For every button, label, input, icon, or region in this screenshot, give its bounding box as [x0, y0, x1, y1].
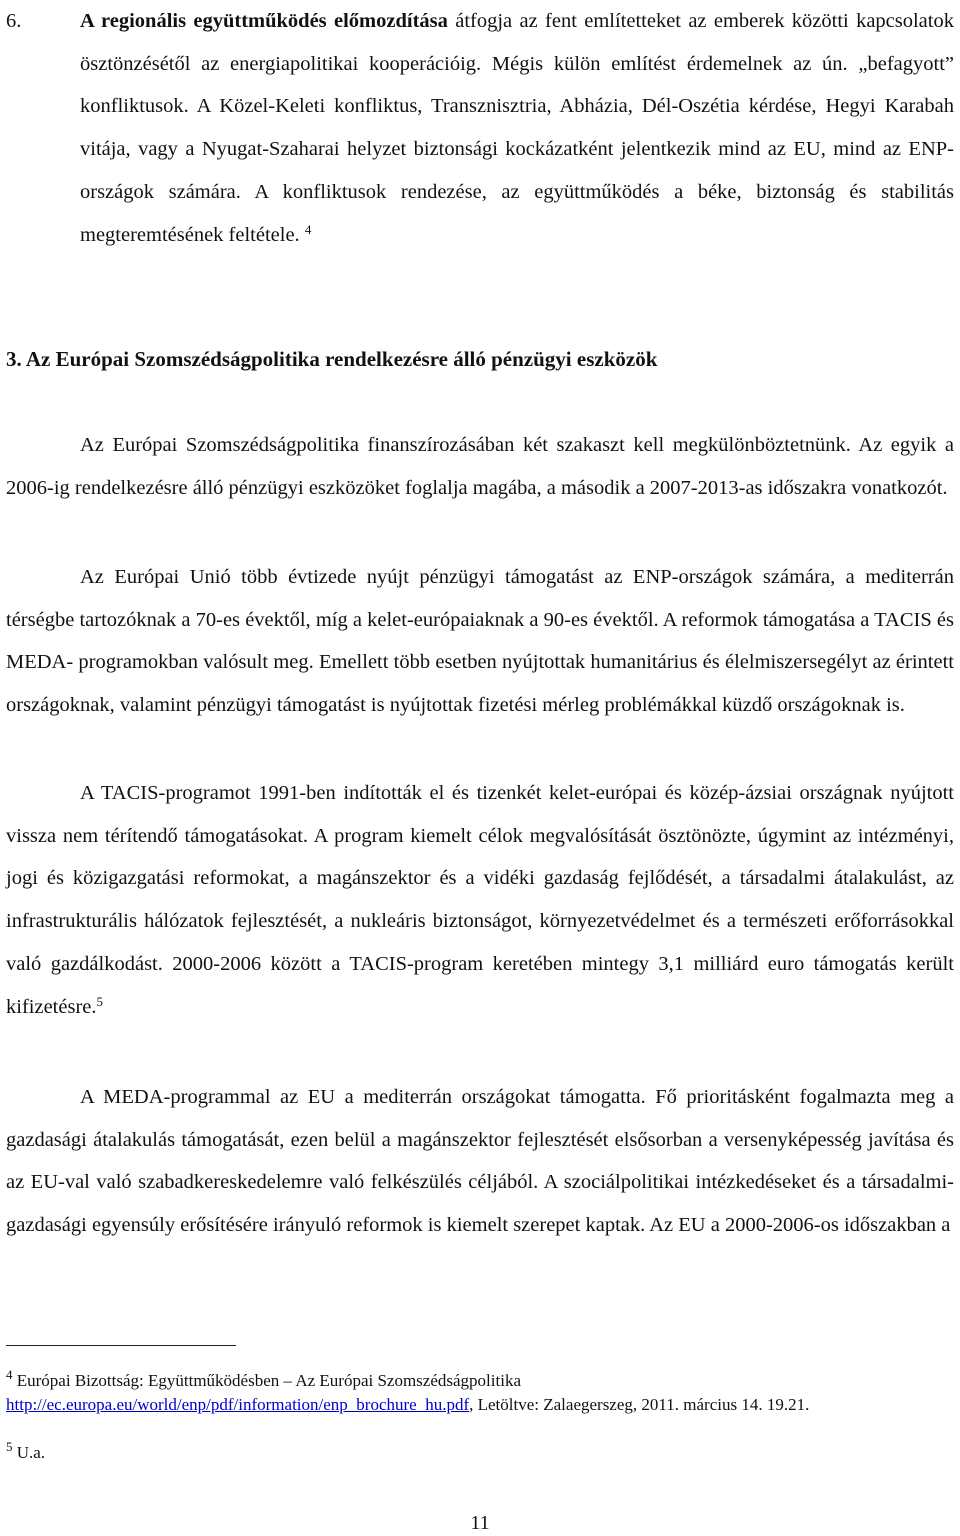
footnote-ref-5[interactable]: 5	[96, 993, 103, 1009]
paragraph-2	[6, 556, 954, 727]
footnote-5-text: U.a.	[12, 1443, 46, 1462]
list-item-text: átfogja az fent említetteket az emberek közötti kapcsolatok ösztönzésétől az energiapolitikai kooperációig. Mégis külön említést érdemelnek az ún. „befagyott” konfliktusok. A Közel-Keleti konfliktus, Transznisztria, Abházia, Dél-Oszétia kérdése, Hegyi Karabah vitája, vagy a Nyugat-Szaharai helyzet biztonsági kockázatként jelentkezik mind az EU, mind az ENP-országok számára. A konfliktusok rendezése, az együttműködés a béke, biztonság és stabilitás megteremtésének feltétele.	[80, 10, 954, 246]
paragraph-2-text: Az Európai Unió több évtizede nyújt pénzügyi támogatást az ENP-országok számára, a mediterrán térségbe tartozóknak a 70-es évektől, míg a kelet-európaiaknak a 90-es évektől. A reformok támogatása a TACIS és MEDA- programokban valósult meg. Emellett több esetben nyújtottak humanitárius és élelmiszersegélyt az érintett országoknak, valamint pénzügyi támogatást is nyújtottak fizetési mérleg problémákkal küzdő országoknak is.	[6, 566, 954, 717]
footnote-4-link[interactable]: http://ec.europa.eu/world/enp/pdf/information/enp_brochure_hu.pdf	[6, 1395, 470, 1414]
footnote-divider	[6, 1345, 236, 1346]
list-item-bold-lead: A regionális együttműködés előmozdítása	[80, 10, 448, 32]
footnote-ref-4[interactable]: 4	[304, 221, 312, 237]
footnote-4-number: 4	[6, 1366, 13, 1382]
paragraph-3	[6, 772, 954, 1028]
footnote-5	[6, 1438, 954, 1465]
section-heading: 3. Az Európai Szomszédságpolitika rendelkezésre álló pénzügyi eszközök	[6, 347, 658, 371]
page-number: 11	[470, 1512, 490, 1534]
footnote-4	[6, 1366, 954, 1417]
footnote-5-number: 5	[6, 1438, 13, 1454]
paragraph-4-text: A MEDA-programmal az EU a mediterrán országokat támogatta. Fő prioritásként fogalmazta meg a gazdasági átalakulás támogatását, ezen belül a magánszektor fejlesztését elsősorban a versenyképesség javítása és az EU-val való szabadkereskedelemre való felkészülés céljából. A szociálpolitikai intézkedéseket és a társadalmi-gazdasági egyensúly erősítésére irányuló reformok is kiemelt szerepet kaptak. Az EU a 2000-2006-os időszakban a	[6, 1086, 954, 1237]
footnote-4-text: Európai Bizottság: Együttműködésben – Az Európai Szomszédságpolitika	[12, 1371, 521, 1390]
footnote-4-retrieved: , Letöltve: Zalaegerszeg, 2011. március 14. 19.21.	[469, 1395, 810, 1414]
paragraph-4	[6, 1076, 954, 1247]
paragraph-1-text: Az Európai Szomszédságpolitika finanszírozásában két szakaszt kell megkülönböztetnünk. Az egyik a 2006-ig rendelkezésre álló pénzügyi eszközöket foglalja magába, a második a 2007-2013-as időszakra vonatkozót.	[6, 434, 954, 499]
paragraph-1	[6, 424, 954, 509]
list-number: 6.	[6, 10, 22, 32]
list-item-6	[80, 0, 954, 256]
paragraph-3-text: A TACIS-programot 1991-ben indították el és tizenkét kelet-európai és közép-ázsiai országnak nyújtott vissza nem térítendő támogatásokat. A program kiemelt célok megvalósítását ösztönözte, úgymint az intézményi, jogi és közigazgatási reformokat, a magánszektor és a vidéki gazdaság fejlődését, a társadalmi átalakulást, az infrastrukturális hálózatok fejlesztését, a nukleáris biztonságot, környezetvédelmet és a természeti erőforrásokkal való gazdálkodást. 2000-2006 között a TACIS-program keretében mintegy 3,1 milliárd euro támogatás került kifizetésre.	[6, 782, 954, 1018]
